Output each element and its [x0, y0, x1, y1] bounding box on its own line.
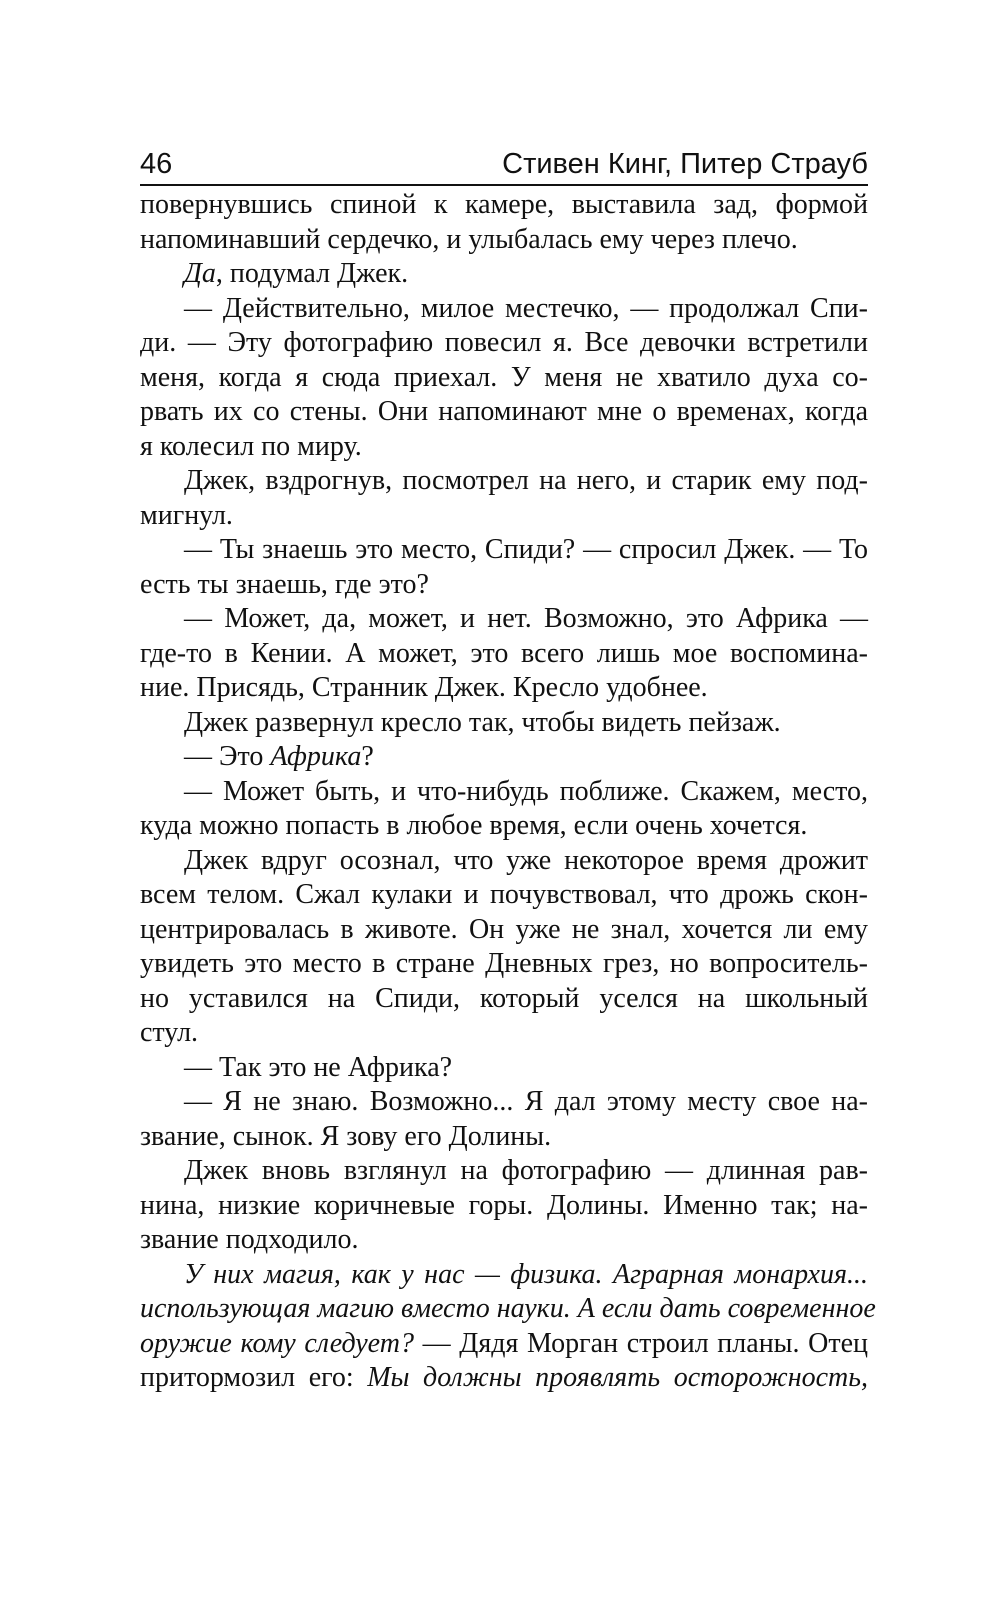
text-span: меня, когда я сюда приехал. У меня не хватило духа со- — [140, 361, 868, 393]
text-span: ди. — Эту фотографию повесил я. Все девочки встретили — [140, 327, 868, 358]
text-line — [140, 188, 868, 223]
page-number: 46 — [140, 148, 173, 180]
text-span: куда можно попасть в любое время, если очень хочется. — [140, 810, 808, 841]
text-line — [140, 1361, 868, 1396]
text-span: — Действительно, милое местечко, — продолжал Спи- — [184, 292, 868, 324]
text-line — [140, 395, 868, 430]
text-line — [140, 637, 868, 672]
text-line — [140, 1258, 868, 1293]
text-line — [140, 292, 868, 327]
text-line — [140, 1292, 876, 1327]
text-line — [140, 326, 868, 361]
text-span: — Я не знаю. Возможно... Я дал этому месту свое на- — [184, 1086, 868, 1117]
text-line — [140, 775, 868, 810]
text-span: нина, низкие коричневые горы. Долины. Именно так; на- — [140, 1189, 868, 1221]
text-span: — Дядя Морган строил планы. Отец — [413, 1327, 868, 1359]
text-span: повернувшись спиной к камере, выставила зад, формой — [140, 189, 868, 220]
text-line — [140, 499, 868, 534]
text-line — [140, 533, 868, 568]
text-span: я колесил по миру. — [140, 430, 362, 462]
text-line — [140, 1223, 868, 1258]
text-span: — Ты знаешь это место, Спиди? — спросил Джек. — То — [184, 534, 868, 565]
text-line — [140, 878, 868, 913]
text-line — [140, 1327, 868, 1362]
text-line — [140, 602, 868, 637]
text-span: — Это — [184, 741, 271, 772]
text-line — [140, 223, 868, 258]
italic-text: Да — [184, 258, 216, 289]
text-span: звание подходило. — [140, 1224, 359, 1255]
italic-text: Африка — [270, 741, 362, 772]
text-span: рвать их со стены. Они напоминают мне о временах, когда — [140, 396, 868, 427]
text-line — [140, 1051, 868, 1086]
text-span: звание, сынок. Я зову его Долины. — [140, 1120, 552, 1152]
text-line — [140, 913, 868, 948]
text-span: Джек, вздрогнув, посмотрел на него, и старик ему под- — [184, 465, 868, 496]
text-line — [140, 1085, 868, 1120]
text-line — [140, 430, 868, 465]
text-line — [140, 809, 868, 844]
text-line — [140, 464, 868, 499]
body-text — [140, 188, 876, 1396]
italic-text: оружие кому следует? — [140, 1327, 414, 1359]
italic-text: У них магия, как у нас — физика. Аграрная монархия... — [184, 1258, 868, 1290]
text-span: есть ты знаешь, где это? — [140, 568, 429, 600]
text-span: где-то в Кении. А может, это всего лишь мое воспомина- — [140, 637, 868, 669]
text-line — [140, 1120, 868, 1155]
text-line — [140, 671, 868, 706]
text-line — [140, 568, 868, 603]
text-span: Джек вдруг осознал, что уже некоторое время дрожит — [184, 844, 868, 876]
text-span: притормозил его: — [140, 1362, 368, 1393]
text-line — [140, 740, 868, 775]
text-line — [140, 706, 868, 741]
text-line — [140, 1016, 868, 1051]
page-header — [140, 146, 868, 186]
text-span: Джек развернул кресло так, чтобы видеть пейзаж. — [184, 706, 781, 738]
text-line — [140, 1154, 868, 1189]
italic-text: использующая магию вместо науки. А если дать современное — [140, 1293, 876, 1324]
italic-text: Мы должны проявлять осторожность, — [367, 1362, 868, 1393]
text-span: — Так это не Африка? — [184, 1051, 453, 1083]
text-span: центрировалась в животе. Он уже не знал, хочется ли ему — [140, 913, 868, 945]
text-span: но уставился на Спиди, который уселся на школьный — [140, 982, 868, 1014]
text-line — [140, 947, 868, 982]
text-span: — Может, да, может, и нет. Возможно, это Африка — — [184, 603, 868, 634]
text-span: мигнул. — [140, 499, 233, 531]
text-span: напоминавший сердечко, и улыбалась ему через плечо. — [140, 223, 798, 255]
text-line — [140, 1189, 868, 1224]
text-span: стул. — [140, 1017, 199, 1048]
text-line — [140, 361, 868, 396]
text-span: ние. Присядь, Странник Джек. Кресло удобнее. — [140, 672, 708, 703]
text-span: — Может быть, и что-нибудь поближе. Скажем, место, — [184, 775, 868, 807]
text-span: ? — [361, 741, 374, 772]
text-span: увидеть это место в стране Дневных грез, но вопроситель- — [140, 948, 868, 979]
text-span: всем телом. Сжал кулаки и почувствовал, что дрожь скон- — [140, 879, 868, 910]
text-line — [140, 257, 868, 292]
text-line — [140, 844, 868, 879]
text-span: Джек вновь взглянул на фотографию — длинная рав- — [184, 1155, 868, 1186]
running-title: Стивен Кинг, Питер Страуб — [502, 148, 868, 180]
text-span: , подумал Джек. — [215, 258, 409, 289]
text-line — [140, 982, 868, 1017]
